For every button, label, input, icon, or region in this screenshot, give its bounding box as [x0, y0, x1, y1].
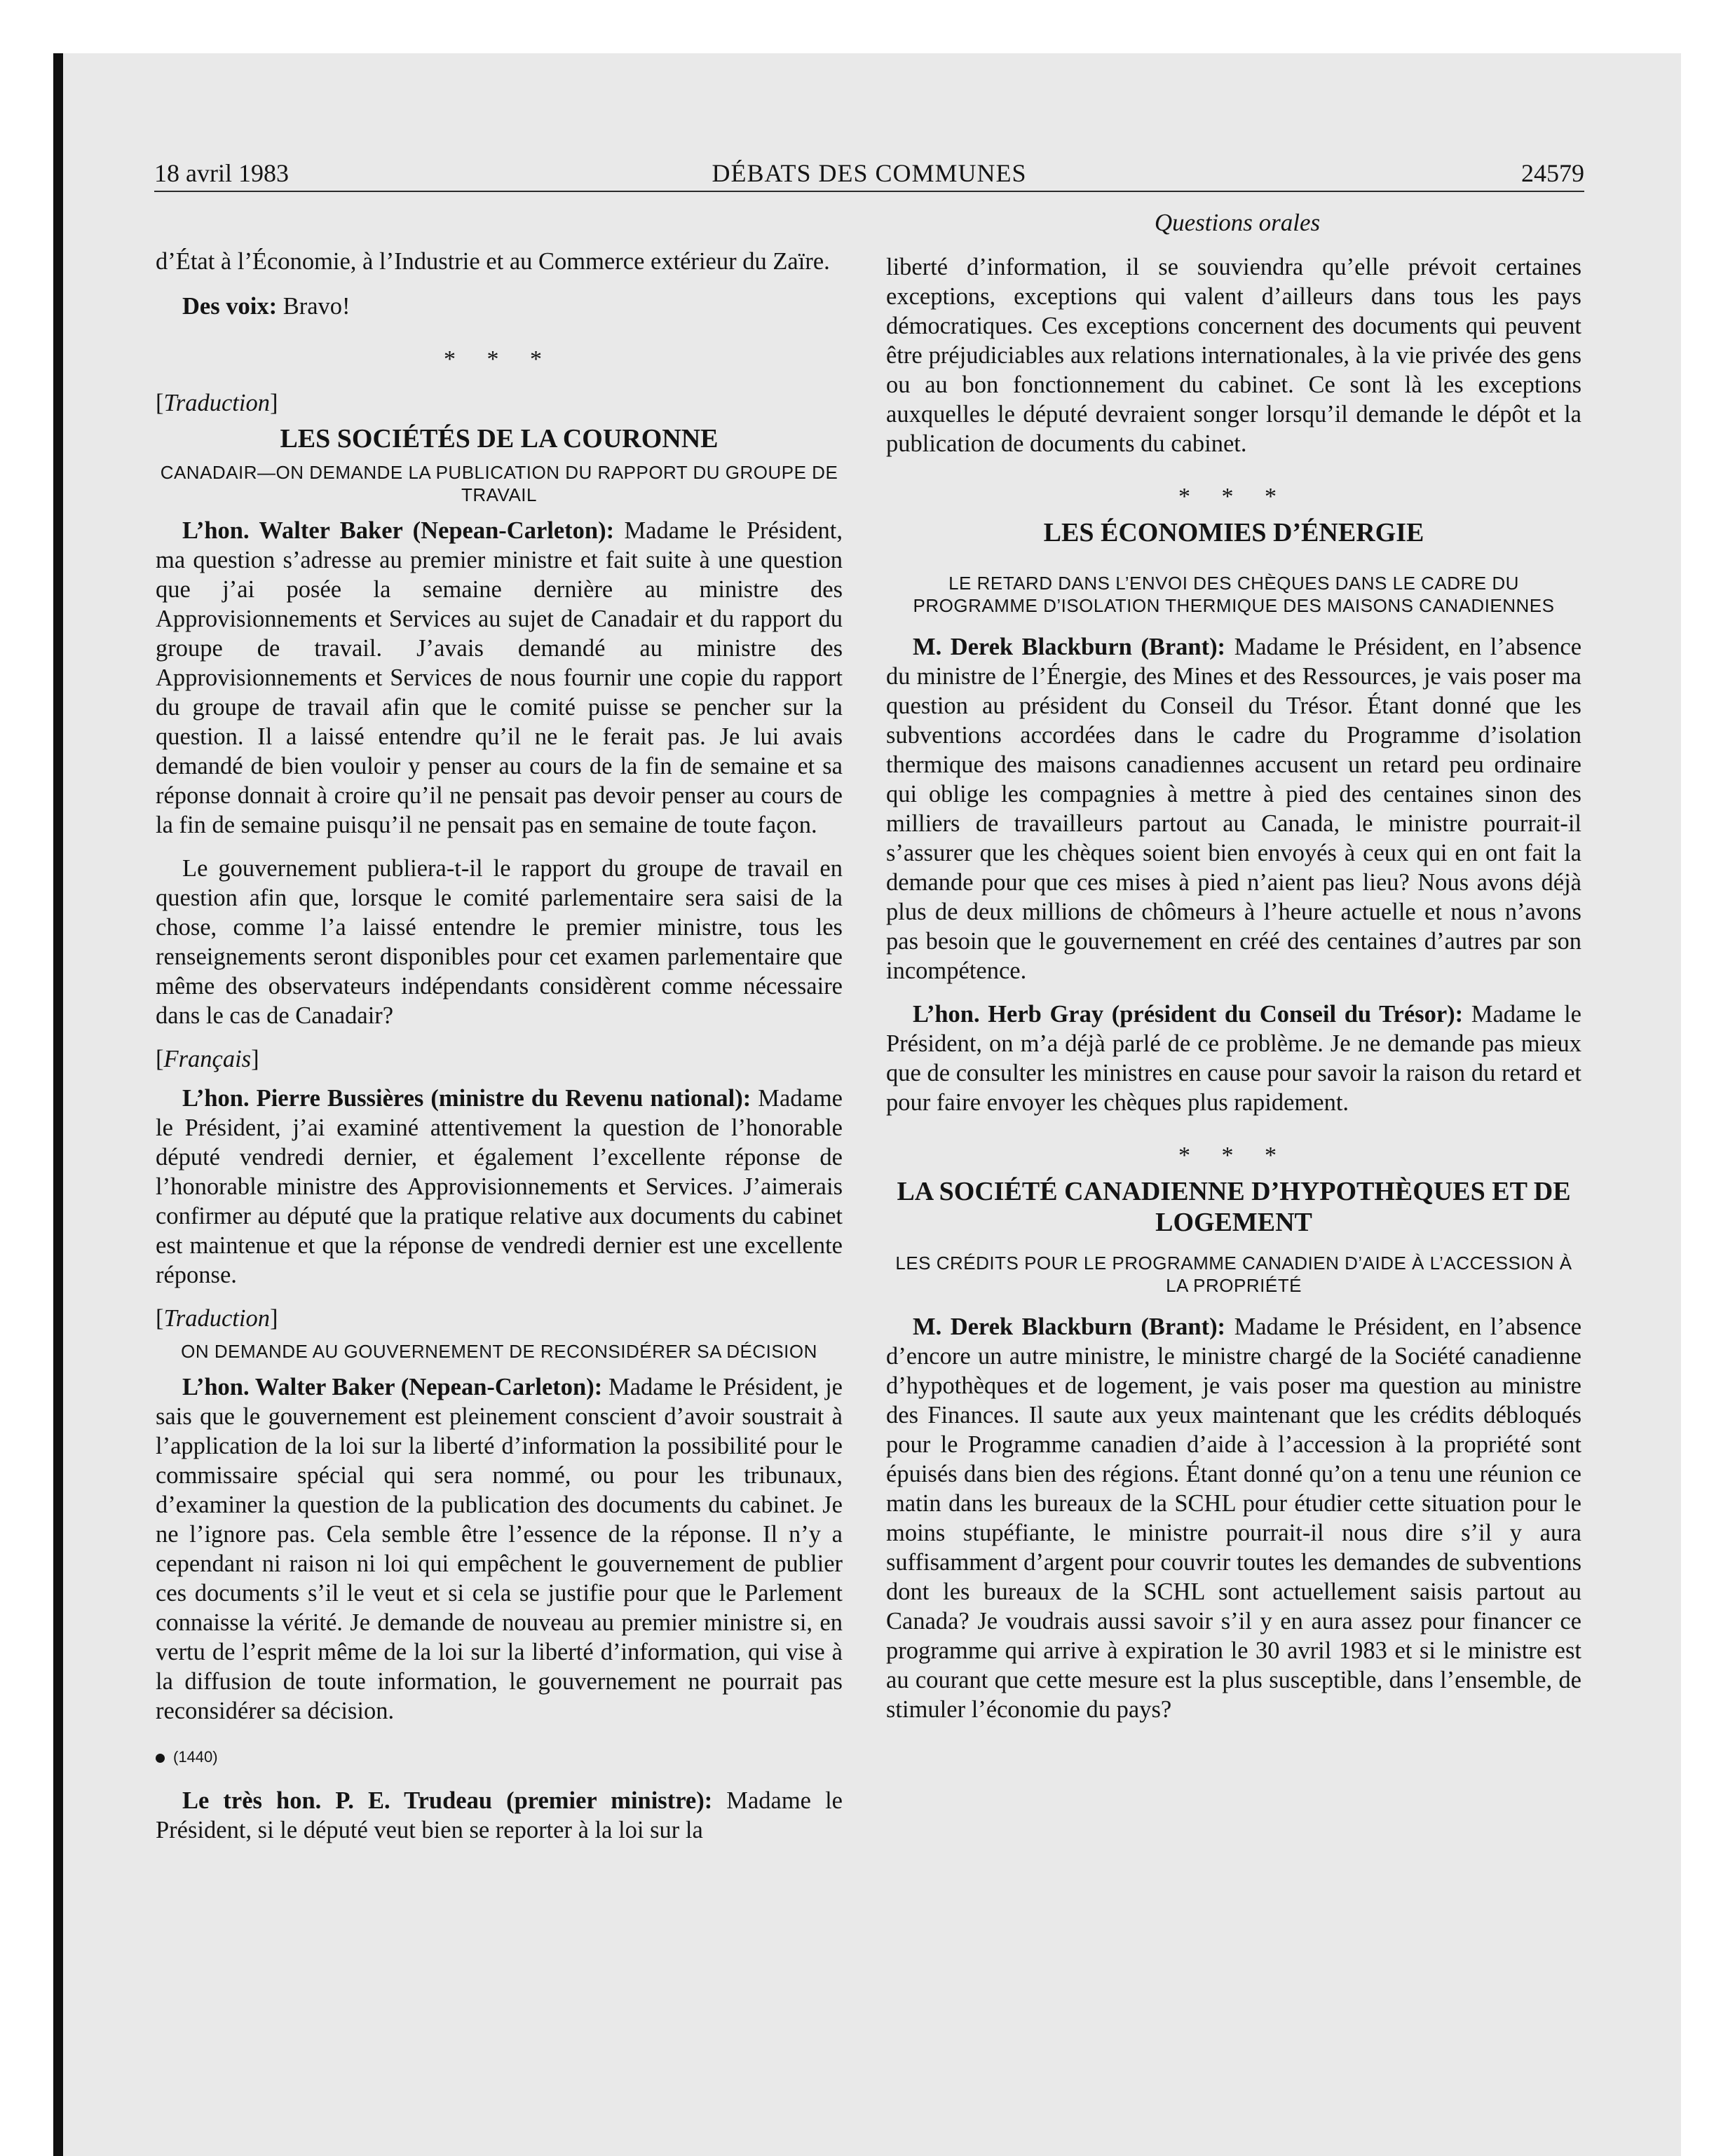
section-subheading: LES CRÉDITS POUR LE PROGRAMME CANADIEN D’AIDE À L’ACCESSION À LA PROPRIÉTÉ [895, 1253, 1572, 1296]
language-note: [Français] [156, 1046, 259, 1072]
speech-blackburn-2 [886, 1312, 1581, 1724]
section-separator: * * * [1178, 1142, 1289, 1168]
section-separator: * * * [444, 346, 554, 372]
time-marker-text: (1440) [173, 1748, 218, 1766]
speech-blackburn-1 [886, 632, 1581, 985]
speech-text: Madame le Président, j’ai examiné attentivement la question de l’honorable député vendredi dernier, et également l’excellente réponse de l’honorable ministre des Approvisionnements et Services. J’aimerais confirmer au député que la pratique relative aux documents du cabinet est maintenue et que la réponse de vendredi dernier est une excellente réponse. [156, 1085, 843, 1288]
bullet-icon [156, 1754, 165, 1763]
paragraph-intro: d’État à l’Économie, à l’Industrie et au Commerce extérieur du Zaïre. [156, 248, 830, 275]
language-note-text: Traduction [163, 1305, 270, 1332]
section-subheading: ON DEMANDE AU GOUVERNEMENT DE RECONSIDÉRER SA DÉCISION [181, 1341, 817, 1362]
speech-bussieres [156, 1084, 843, 1290]
language-note-text: Traduction [163, 390, 270, 416]
section-separator: * * * [1178, 484, 1289, 510]
header-date: 18 avril 1983 [154, 159, 289, 187]
section-running-title: Questions orales [1154, 209, 1321, 236]
speech-text: Madame le Président, en l’absence d’encore un autre ministre, le ministre chargé de la Société canadienne d’hypothèques et de logement, je vais poser ma question au ministre des Finances. Il saute aux yeux maintenant que les crédits débloqués pour le Programme canadien d’aide à l’accession à la propriété sont épuisés dans bien des régions. Étant donné qu’on a tenu une réunion ce matin dans les bureaux de la SCHL pour étudier cette situation pour le moins stupéfiante, le ministre pourrait-il nous dire s’il y aura suffisamment d’argent pour couvrir toutes les demandes de subventions dont les bureaux de la SCHL sont actuellement saisis partout au Canada? Je voudrais aussi savoir s’il y en aura assez pour financer ce programme qui arrive à expiration le 30 avril 1983 et si le ministre est au courant que cette mesure est la plus susceptible, dans l’ensemble, de stimuler l’économie du pays? [886, 1314, 1582, 1723]
section-heading: LA SOCIÉTÉ CANADIENNE D’HYPOTHÈQUES ET DE LOGEMENT [897, 1177, 1571, 1237]
speech-text: Madame le Président, je sais que le gouvernement est pleinement conscient d’avoir soustrait à l’application de la loi sur la liberté d’information la possibilité pour le commissaire spécial qui sera nommé, ou pour les tribunaux, d’examiner la question de la publication des documents du cabinet. Je ne l’ignore pas. Cela semble être l’essence de la réponse. Il n’y a cependant ni raison ni loi qui empêchent le gouvernement de publier ces documents s’il le veut et si cela se justifie pour que le Parlement connaisse la vérité. Je demande de nouveau au premier ministre si, en vertu de l’esprit même de la loi sur la liberté d’information, qui vise à la diffusion de toute information, le gouvernement ne pourrait pas reconsidérer sa décision. [156, 1374, 843, 1724]
speech-baker-2 [156, 1372, 843, 1726]
speaker-name: L’hon. Pierre Bussières (ministre du Revenu national): [182, 1085, 751, 1112]
speech-trudeau [156, 1786, 843, 1845]
speech-baker-1-continued: Le gouvernement publiera-t-il le rapport du groupe de travail en question afin que, lorsque le comité parlementaire sera saisi de la chose, comme l’a laissé entendre le premier ministre, tous les renseignements seront disponibles pour cet examen parlementaire que même des observateurs indépendants considèrent comme nécessaire dans le cas de Canadair? [156, 855, 843, 1029]
speaker-name: M. Derek Blackburn (Brant): [913, 634, 1226, 660]
paragraph-continued: liberté d’information, il se souviendra qu’elle prévoit certaines exceptions, exceptions qui valent d’ailleurs dans tous les pays démocratiques. Ces exceptions concernent des documents qui peuvent être préjudiciables aux relations internationales, à la vie privée des gens ou au bon fonctionnement du cabinet. Ce sont là les exceptions auxquelles le député devraient songer lorsqu’il demande le dépôt et la publication de documents du cabinet. [886, 254, 1581, 457]
speaker-name: Le très hon. P. E. Trudeau (premier ministre): [182, 1787, 713, 1814]
speech-gray [886, 999, 1581, 1117]
language-note: [Traduction] [156, 390, 278, 416]
speech-text: Madame le Président, on m’a déjà parlé de ce problème. Je ne demande pas mieux que de consulter les ministres en cause pour savoir la raison du retard et pour faire envoyer les chèques plus rapidement. [886, 1001, 1581, 1116]
language-note-text: Français [163, 1046, 252, 1072]
speech-text: Madame le Président, si le député veut bien se reporter à la loi sur la [156, 1787, 843, 1843]
running-head [154, 158, 1584, 192]
language-note: [Traduction] [156, 1305, 278, 1332]
section-subheading: CANADAIR—ON DEMANDE LA PUBLICATION DU RAPPORT DU GROUPE DE TRAVAIL [160, 462, 838, 505]
right-column [886, 252, 1581, 1724]
speech-text: Madame le Président, en l’absence du ministre de l’Énergie, des Mines et des Ressources, je vais poser ma question au président du Conseil du Trésor. Étant donné que les subventions accordées dans le cadre du Programme d’isolation thermique des maisons canadiennes accusent un retard peu ordinaire qui oblige les compagnies à mettre à pied des centaines sinon des milliers de travailleurs partout au Canada, le ministre pourrait-il s’assurer que les chèques soient bien envoyés à ceux qui en ont fait la demande pour que ces mises à pied n’aient pas lieu? Nous avons déjà plus de deux millions de chômeurs à l’heure actuelle et nous n’avons pas besoin que le gouvernement en créé des centaines d’autres par son incompétence. [886, 634, 1582, 984]
speech-baker-1 [156, 516, 843, 840]
section-heading: LES SOCIÉTÉS DE LA COURONNE [280, 424, 719, 453]
speaker-name: L’hon. Walter Baker (Nepean-Carleton): [182, 1374, 603, 1400]
left-column [156, 247, 843, 1845]
speaker-name: M. Derek Blackburn (Brant): [913, 1314, 1226, 1340]
speech-text: Bravo! [277, 293, 351, 320]
section-subheading: LE RETARD DANS L’ENVOI DES CHÈQUES DANS LE CADRE DU PROGRAMME D’ISOLATION THERMIQUE DES MAISONS CANADIENNES [913, 573, 1555, 616]
speaker-name: L’hon. Herb Gray (président du Conseil du Trésor): [913, 1001, 1464, 1028]
time-marker [156, 1742, 843, 1772]
paragraph-voices [156, 292, 843, 321]
header-page-number: 24579 [1521, 159, 1584, 187]
speaker-name: Des voix: [182, 293, 278, 320]
section-heading: LES ÉCONOMIES D’ÉNERGIE [1043, 518, 1424, 547]
speech-text: Madame le Président, ma question s’adresse au premier ministre et fait suite à une question que j’ai posée la semaine dernière au ministre des Approvisionnements et Services au sujet de Canadair et du rapport du groupe de travail. J’avais demandé au ministre des Approvisionnements et Services de nous fournir une copie du rapport du groupe de travail afin que le comité puisse se pencher sur la question. Il a laissé entendre qu’il ne le ferait pas. Je lui avais demandé de bien vouloir y penser au cours de la fin de semaine et sa réponse donnait à croire qu’il ne pensait pas devoir penser au cours de la fin de semaine puisqu’il ne pensait pas en semaine de toute façon. [156, 517, 843, 838]
speaker-name: L’hon. Walter Baker (Nepean-Carleton): [182, 517, 615, 544]
header-publication: DÉBATS DES COMMUNES [712, 159, 1027, 187]
